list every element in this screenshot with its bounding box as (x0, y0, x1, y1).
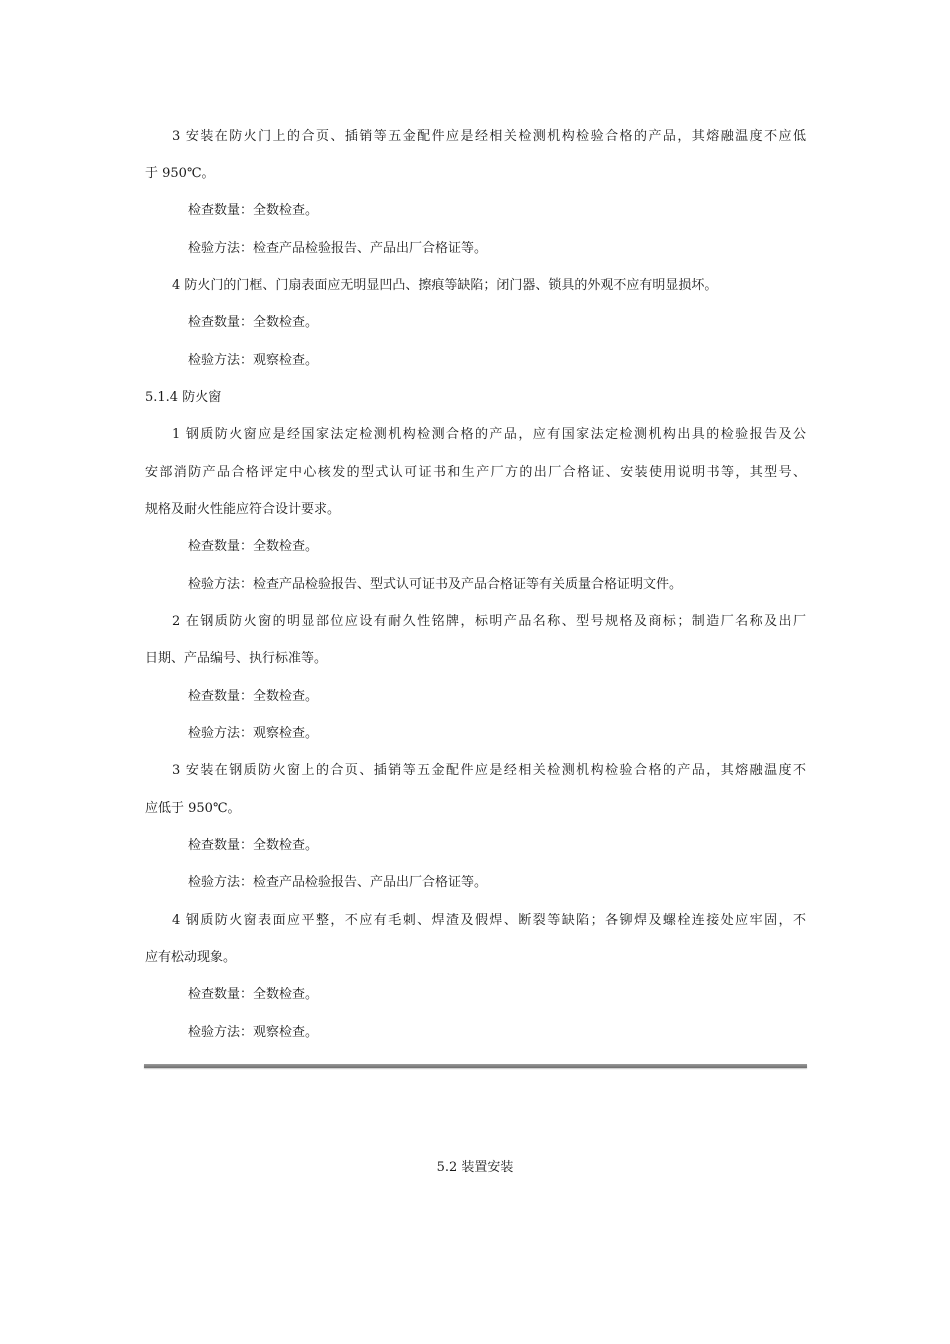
inspection-method: 检验方法：观察检查。 (188, 353, 319, 368)
inspection-method: 检验方法：检查产品检验报告、产品出厂合格证等。 (188, 241, 488, 256)
section-divider (144, 1064, 807, 1068)
paragraph-line: 安部消防产品合格评定中心核发的型式认可证书和生产厂方的出厂合格证、安装使用说明书等，其型号、 (145, 465, 806, 480)
paragraph-line: 2 在钢质防火窗的明显部位应设有耐久性铭牌，标明产品名称、型号规格及商标；制造厂名称及出厂 (172, 614, 806, 629)
paragraph-line: 3 安装在钢质防火窗上的合页、插销等五金配件应是经相关检测机构检验合格的产品，其熔融温度不 (172, 763, 806, 778)
inspection-method: 检验方法：检查产品检验报告、型式认可证书及产品合格证等有关质量合格证明文件。 (188, 577, 683, 592)
paragraph-line: 于 950℃。 (145, 166, 215, 181)
inspection-quantity: 检查数量：全数检查。 (188, 315, 319, 330)
paragraph-line: 4 钢质防火窗表面应平整，不应有毛刺、焊渣及假焊、断裂等缺陷；各铆焊及螺栓连接处应牢固，不 (172, 913, 806, 928)
paragraph-line: 应低于 950℃。 (145, 801, 241, 816)
inspection-method: 检验方法：观察检查。 (188, 726, 319, 741)
inspection-method: 检验方法：检查产品检验报告、产品出厂合格证等。 (188, 875, 488, 890)
subsection-heading: 5.1.4 防火窗 (145, 390, 222, 405)
paragraph-line: 3 安装在防火门上的合页、插销等五金配件应是经相关检测机构检验合格的产品，其熔融温度不应低 (172, 129, 806, 144)
inspection-quantity: 检查数量：全数检查。 (188, 689, 319, 704)
inspection-quantity: 检查数量：全数检查。 (188, 203, 319, 218)
paragraph-line: 1 钢质防火窗应是经国家法定检测机构检测合格的产品，应有国家法定检测机构出具的检验报告及公 (172, 427, 806, 442)
paragraph-line: 日期、产品编号、执行标准等。 (145, 651, 328, 666)
paragraph-line: 规格及耐火性能应符合设计要求。 (145, 502, 341, 517)
section-heading: 5.2 装置安装 (436, 1160, 514, 1175)
inspection-method: 检验方法：观察检查。 (188, 1025, 319, 1040)
inspection-quantity: 检查数量：全数检查。 (188, 838, 319, 853)
inspection-quantity: 检查数量：全数检查。 (188, 987, 319, 1002)
paragraph-line: 4 防火门的门框、门扇表面应无明显凹凸、擦痕等缺陷；闭门器、锁具的外观不应有明显损坏。 (172, 278, 718, 293)
paragraph-line: 应有松动现象。 (145, 950, 237, 965)
inspection-quantity: 检查数量：全数检查。 (188, 539, 319, 554)
